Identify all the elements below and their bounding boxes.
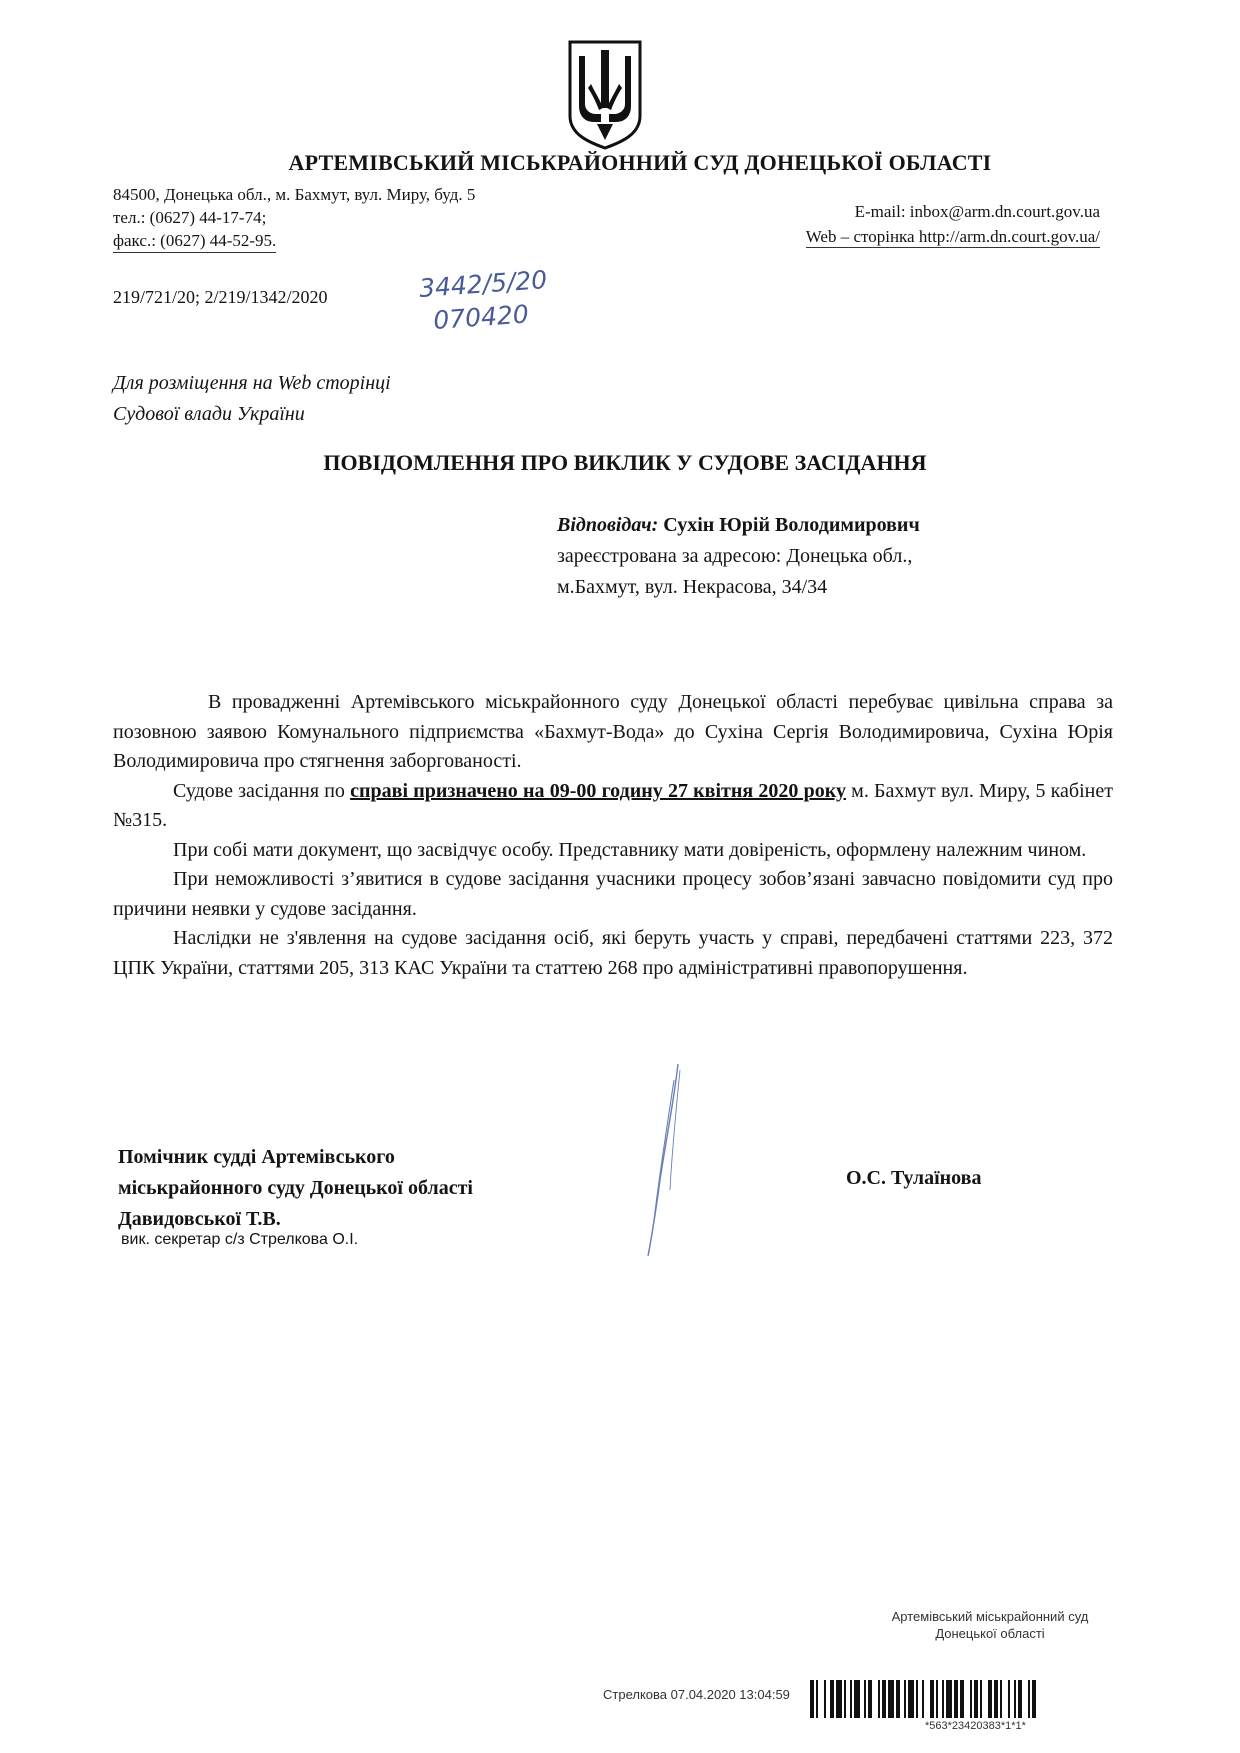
barcode-number: *563*23420383*1*1* <box>925 1720 1026 1732</box>
court-fax: факс.: (0627) 44-52-95. <box>113 229 276 253</box>
registration-timestamp: Стрелкова 07.04.2020 13:04:59 <box>603 1687 790 1702</box>
signer-name: О.С. Тулаїнова <box>846 1167 982 1189</box>
respondent-address-line-1: зареєстрована за адресою: Донецька обл., <box>557 545 913 567</box>
paragraph-consequences: Наслідки не з'явлення на судове засідання осіб, які беруть участь у справі, передбачені статтями 223, 372 ЦПК України, статтями 205, 313 КАС України та статтею 268 про адміністративні правопорушення. <box>113 927 1113 979</box>
handwritten-registration-note <box>418 263 550 338</box>
notice-body <box>113 688 1113 983</box>
handwritten-line-1: 3442/5/20 <box>418 265 549 303</box>
coat-of-arms-icon <box>566 38 644 150</box>
court-address-block <box>113 183 475 253</box>
signer-position-line-2: міськрайонного суду Донецької області <box>118 1177 473 1199</box>
respondent-block <box>557 510 920 603</box>
case-reference-numbers: 219/721/20; 2/219/1342/2020 <box>113 287 328 307</box>
court-name-heading: АРТЕМІВСЬКИЙ МІСЬКРАЙОННИЙ СУД ДОНЕЦЬКОЇ ОБЛАСТІ <box>288 150 992 175</box>
hearing-text-end: м. Бахмут вул. Миру, 5 кабінет №315. <box>113 779 1113 831</box>
handwritten-signature-icon <box>630 1060 690 1260</box>
placement-line-2: Судової влади України <box>113 403 305 425</box>
handwritten-line-2: 070420 <box>432 299 530 336</box>
paragraph-hearing-date <box>113 777 1113 836</box>
signer-position-line-1: Помічник судді Артемівського <box>118 1146 395 1168</box>
barcode-icon <box>810 1680 1190 1720</box>
stamp-court-line-2: Донецької області <box>935 1626 1045 1641</box>
court-email: E-mail: inbox@arm.dn.court.gov.ua <box>854 202 1100 221</box>
signer-position-line-3: Давидовської Т.В. <box>118 1208 281 1230</box>
registration-stamp-court <box>885 1608 1095 1642</box>
respondent-address-line-2: м.Бахмут, вул. Некрасова, 34/34 <box>557 576 828 598</box>
paragraph-absence: При неможливості з’явитися в судове засідання учасники процесу зобов’язані завчасно повідомити суд про причини неявки у судове засідання. <box>113 868 1113 920</box>
placement-line-1: Для розміщення на Web сторінці <box>113 372 391 394</box>
hearing-date-highlight: справі призначено на 09-00 годину 27 квітня 2020 року <box>350 779 846 802</box>
court-phone: тел.: (0627) 44-17-74; <box>113 208 267 227</box>
document-title: ПОВІДОМЛЕННЯ ПРО ВИКЛИК У СУДОВЕ ЗАСІДАННЯ <box>323 450 927 475</box>
placement-note <box>113 368 391 430</box>
respondent-name: Сухін Юрій Володимирович <box>663 514 920 536</box>
respondent-label: Відповідач: <box>557 514 659 536</box>
paragraph-case-info: В провадженні Артемівського міськрайонного суду Донецької області перебуває цивільна справа за позовною заявою Комунального підприємства «Бахмут-Вода» до Сухіна Сергія Володимировича, Сухіна Юрія Володимировича про стягнення заборгованості. <box>113 691 1113 772</box>
court-contacts <box>806 199 1100 249</box>
hearing-text-start: Судове засідання по <box>173 779 351 802</box>
paragraph-documents: При собі мати документ, що засвідчує особу. Представнику мати довіреність, оформлену належним чином. <box>173 838 1087 861</box>
court-address: 84500, Донецька обл., м. Бахмут, вул. Миру, буд. 5 <box>113 185 476 204</box>
court-website: Web – сторінка http://arm.dn.court.gov.ua/ <box>805 227 1100 246</box>
executing-secretary: вик. секретар с/з Стрелкова О.І. <box>121 1231 359 1248</box>
stamp-court-line-1: Артемівський міськрайонний суд <box>891 1609 1089 1624</box>
signer-position <box>118 1142 473 1235</box>
